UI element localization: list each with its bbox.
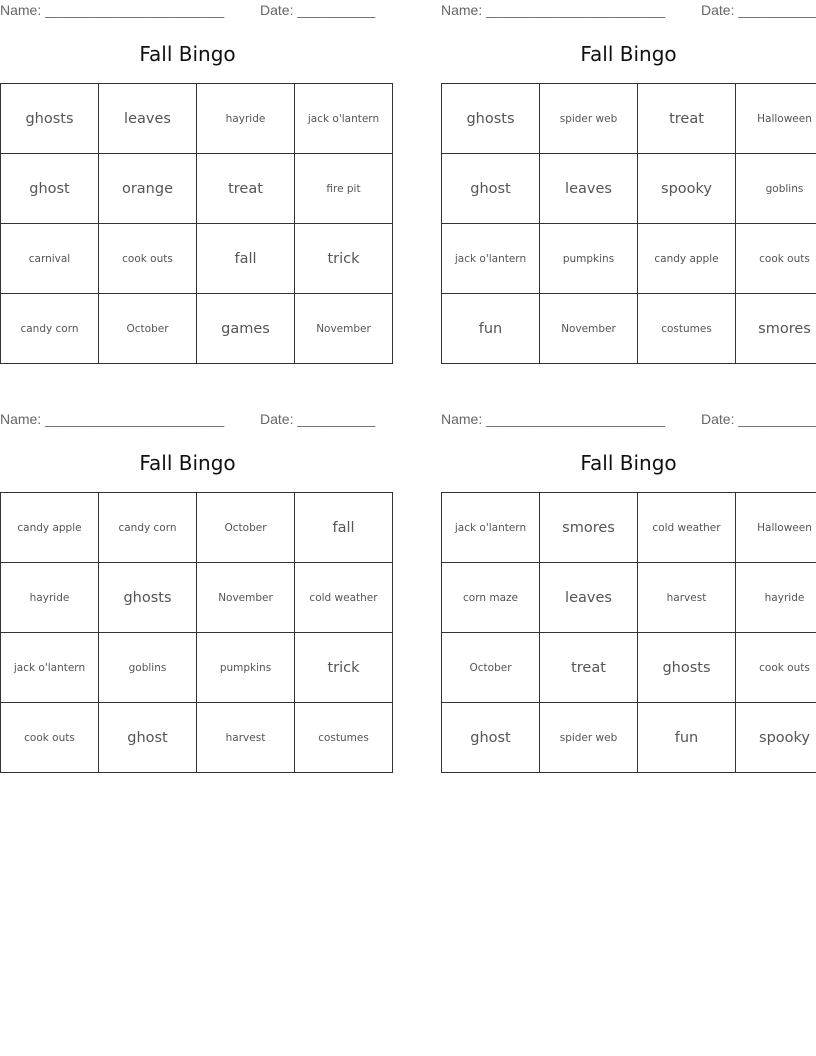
- bingo-cell[interactable]: goblins: [99, 633, 197, 703]
- card-title: Fall Bingo: [139, 451, 236, 475]
- bingo-cell[interactable]: goblins: [736, 154, 816, 224]
- date-field[interactable]: Date: __________: [260, 2, 376, 18]
- name-field[interactable]: Name: _______________________: [0, 2, 225, 18]
- bingo-cell[interactable]: ghosts: [1, 84, 99, 154]
- bingo-cell[interactable]: November: [197, 563, 295, 633]
- grid-row: [442, 493, 816, 563]
- card-title: Fall Bingo: [580, 451, 677, 475]
- bingo-cell[interactable]: candy corn: [1, 294, 99, 364]
- date-field[interactable]: Date: __________: [701, 2, 816, 18]
- bingo-cell[interactable]: cold weather: [295, 563, 393, 633]
- bingo-cell[interactable]: candy apple: [1, 493, 99, 563]
- date-field[interactable]: Date: __________: [260, 411, 376, 427]
- grid-row: [1, 224, 393, 294]
- bingo-cell[interactable]: costumes: [638, 294, 736, 364]
- date-field[interactable]: Date: __________: [701, 411, 816, 427]
- bingo-cell[interactable]: candy apple: [638, 224, 736, 294]
- grid-row: [442, 563, 816, 633]
- bingo-cell[interactable]: November: [540, 294, 638, 364]
- bingo-cell[interactable]: ghosts: [99, 563, 197, 633]
- bingo-cell[interactable]: Halloween: [736, 493, 816, 563]
- bingo-cell[interactable]: fall: [197, 224, 295, 294]
- bingo-cell[interactable]: trick: [295, 224, 393, 294]
- bingo-cell[interactable]: harvest: [197, 703, 295, 773]
- bingo-grid: [441, 492, 816, 773]
- grid-row: [1, 563, 393, 633]
- bingo-grid: [0, 492, 393, 773]
- bingo-cell[interactable]: orange: [99, 154, 197, 224]
- bingo-cell[interactable]: fire pit: [295, 154, 393, 224]
- bingo-cell[interactable]: ghost: [442, 154, 540, 224]
- card-header: [0, 409, 375, 431]
- bingo-card-4: [441, 409, 816, 769]
- bingo-cell[interactable]: candy corn: [99, 493, 197, 563]
- bingo-cell[interactable]: October: [197, 493, 295, 563]
- grid-row: [442, 154, 816, 224]
- card-title: Fall Bingo: [580, 42, 677, 66]
- grid-row: [1, 493, 393, 563]
- card-title: Fall Bingo: [139, 42, 236, 66]
- bingo-cell[interactable]: fun: [442, 294, 540, 364]
- bingo-grid: [441, 83, 816, 364]
- bingo-cell[interactable]: leaves: [540, 563, 638, 633]
- bingo-cell[interactable]: jack o'lantern: [442, 224, 540, 294]
- bingo-cell[interactable]: hayride: [197, 84, 295, 154]
- bingo-cell[interactable]: cook outs: [736, 633, 816, 703]
- bingo-cell[interactable]: trick: [295, 633, 393, 703]
- bingo-cell[interactable]: ghost: [1, 154, 99, 224]
- bingo-grid: [0, 83, 393, 364]
- bingo-cell[interactable]: fun: [638, 703, 736, 773]
- grid-row: [1, 154, 393, 224]
- bingo-cell[interactable]: carnival: [1, 224, 99, 294]
- bingo-card-2: [441, 0, 816, 360]
- bingo-cell[interactable]: treat: [540, 633, 638, 703]
- bingo-cell[interactable]: harvest: [638, 563, 736, 633]
- bingo-cell[interactable]: smores: [540, 493, 638, 563]
- bingo-cell[interactable]: games: [197, 294, 295, 364]
- bingo-cell[interactable]: cook outs: [1, 703, 99, 773]
- bingo-cell[interactable]: hayride: [1, 563, 99, 633]
- bingo-cell[interactable]: pumpkins: [540, 224, 638, 294]
- grid-row: [442, 84, 816, 154]
- grid-row: [1, 703, 393, 773]
- bingo-cell[interactable]: ghost: [442, 703, 540, 773]
- grid-row: [442, 224, 816, 294]
- bingo-cell[interactable]: cold weather: [638, 493, 736, 563]
- bingo-card-3: [0, 409, 378, 769]
- bingo-cell[interactable]: hayride: [736, 563, 816, 633]
- grid-row: [442, 633, 816, 703]
- bingo-cell[interactable]: leaves: [540, 154, 638, 224]
- bingo-cell[interactable]: corn maze: [442, 563, 540, 633]
- bingo-cell[interactable]: November: [295, 294, 393, 364]
- name-field[interactable]: Name: _______________________: [441, 2, 666, 18]
- bingo-cell[interactable]: fall: [295, 493, 393, 563]
- bingo-cell[interactable]: ghosts: [638, 633, 736, 703]
- bingo-cell[interactable]: pumpkins: [197, 633, 295, 703]
- name-field[interactable]: Name: _______________________: [0, 411, 225, 427]
- bingo-cell[interactable]: treat: [197, 154, 295, 224]
- bingo-cell[interactable]: cook outs: [736, 224, 816, 294]
- grid-row: [1, 294, 393, 364]
- grid-row: [442, 294, 816, 364]
- bingo-cell[interactable]: spider web: [540, 84, 638, 154]
- bingo-cell[interactable]: costumes: [295, 703, 393, 773]
- bingo-cell[interactable]: jack o'lantern: [442, 493, 540, 563]
- grid-row: [1, 84, 393, 154]
- bingo-cell[interactable]: treat: [638, 84, 736, 154]
- bingo-card-1: [0, 0, 380, 360]
- bingo-cell[interactable]: Halloween: [736, 84, 816, 154]
- bingo-cell[interactable]: cook outs: [99, 224, 197, 294]
- bingo-cell[interactable]: smores: [736, 294, 816, 364]
- bingo-cell[interactable]: ghosts: [442, 84, 540, 154]
- card-header: [0, 0, 375, 22]
- bingo-cell[interactable]: October: [442, 633, 540, 703]
- bingo-cell[interactable]: jack o'lantern: [295, 84, 393, 154]
- bingo-cell[interactable]: October: [99, 294, 197, 364]
- bingo-cell[interactable]: leaves: [99, 84, 197, 154]
- grid-row: [442, 703, 816, 773]
- card-header: [441, 409, 816, 431]
- bingo-cell[interactable]: spooky: [736, 703, 816, 773]
- bingo-cell[interactable]: jack o'lantern: [1, 633, 99, 703]
- grid-row: [1, 633, 393, 703]
- card-header: [441, 0, 816, 22]
- bingo-cell[interactable]: spooky: [638, 154, 736, 224]
- bingo-cell[interactable]: spider web: [540, 703, 638, 773]
- name-field[interactable]: Name: _______________________: [441, 411, 666, 427]
- bingo-cell[interactable]: ghost: [99, 703, 197, 773]
